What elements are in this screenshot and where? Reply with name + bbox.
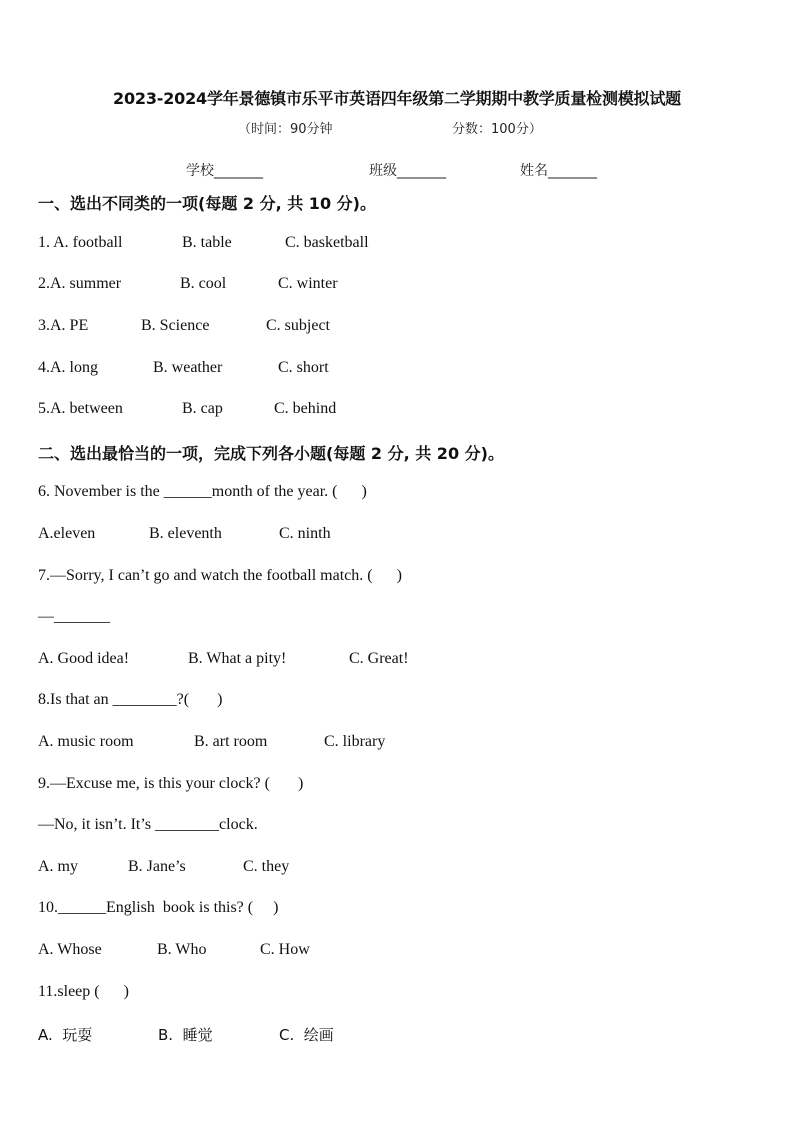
- question-10-stem: 10.______English book is this? ( ): [38, 899, 279, 916]
- question-7-option-b: B. What a pity!: [188, 650, 287, 667]
- question-2-stem: 2.A. summer: [38, 275, 122, 292]
- name-field[interactable]: 姓名_______: [520, 163, 597, 179]
- question-8-option-a: A. music room: [38, 733, 134, 750]
- question-4-stem: 4.A. long: [38, 359, 98, 376]
- question-4-option-b: B. weather: [153, 359, 223, 376]
- question-9-option-a: A. my: [38, 858, 78, 875]
- question-11-option-a: A. 玩耍: [38, 1026, 93, 1044]
- question-1-option-c: C. basketball: [285, 234, 369, 251]
- question-8-option-b: B. art room: [194, 733, 268, 750]
- question-7-stem: 7.—Sorry, I can’t go and watch the football match. ( ): [38, 567, 402, 584]
- question-5-option-c: C. behind: [274, 400, 337, 417]
- question-9-stem: 9.—Excuse me, is this your clock? ( ): [38, 775, 304, 792]
- question-11-stem: 11.sleep ( ): [38, 983, 129, 1000]
- exam-time: （时间：90分钟: [238, 122, 333, 137]
- question-5-option-b: B. cap: [182, 400, 223, 417]
- question-2-option-c: C. winter: [278, 275, 338, 292]
- question-9-response: —No, it isn’t. It’s ________clock.: [38, 816, 258, 833]
- question-2-option-b: B. cool: [180, 275, 227, 292]
- question-10-option-b: B. Who: [157, 941, 207, 958]
- question-3-stem: 3.A. PE: [38, 317, 89, 334]
- question-8-option-c: C. library: [324, 733, 386, 750]
- question-3-option-b: B. Science: [141, 317, 210, 334]
- question-9-option-c: C. they: [243, 858, 290, 875]
- question-7-response: —_______: [38, 608, 110, 625]
- question-6-option-b: B. eleventh: [149, 525, 222, 542]
- question-6-option-a: A.eleven: [38, 525, 96, 542]
- question-7-option-c: C. Great!: [349, 650, 409, 667]
- question-3-option-c: C. subject: [266, 317, 330, 334]
- question-11-option-b: B. 睡觉: [158, 1026, 213, 1044]
- question-11-option-c: C. 绘画: [279, 1026, 334, 1044]
- question-7-option-a: A. Good idea!: [38, 650, 130, 667]
- school-field[interactable]: 学校_______: [186, 163, 263, 179]
- question-6-stem: 6. November is the ______month of the year. ( ): [38, 483, 367, 500]
- page-title: 2023-2024学年景德镇市乐平市英语四年级第二学期期中教学质量检测模拟试题: [113, 89, 681, 108]
- question-6-option-c: C. ninth: [279, 525, 331, 542]
- section-1-title: 一、选出不同类的一项(每题 2 分, 共 10 分)。: [38, 194, 376, 213]
- question-10-option-a: A. Whose: [38, 941, 102, 958]
- exam-score: 分数：100分）: [452, 122, 542, 137]
- question-9-option-b: B. Jane’s: [128, 858, 186, 875]
- question-10-option-c: C. How: [260, 941, 310, 958]
- question-1-option-b: B. table: [182, 234, 232, 251]
- question-5-stem: 5.A. between: [38, 400, 123, 417]
- question-1-stem: 1. A. football: [38, 234, 123, 251]
- question-4-option-c: C. short: [278, 359, 329, 376]
- section-2-title: 二、选出最恰当的一项，完成下列各小题(每题 2 分, 共 20 分)。: [38, 444, 504, 463]
- class-field[interactable]: 班级_______: [369, 163, 446, 179]
- question-8-stem: 8.Is that an ________?( ): [38, 691, 223, 708]
